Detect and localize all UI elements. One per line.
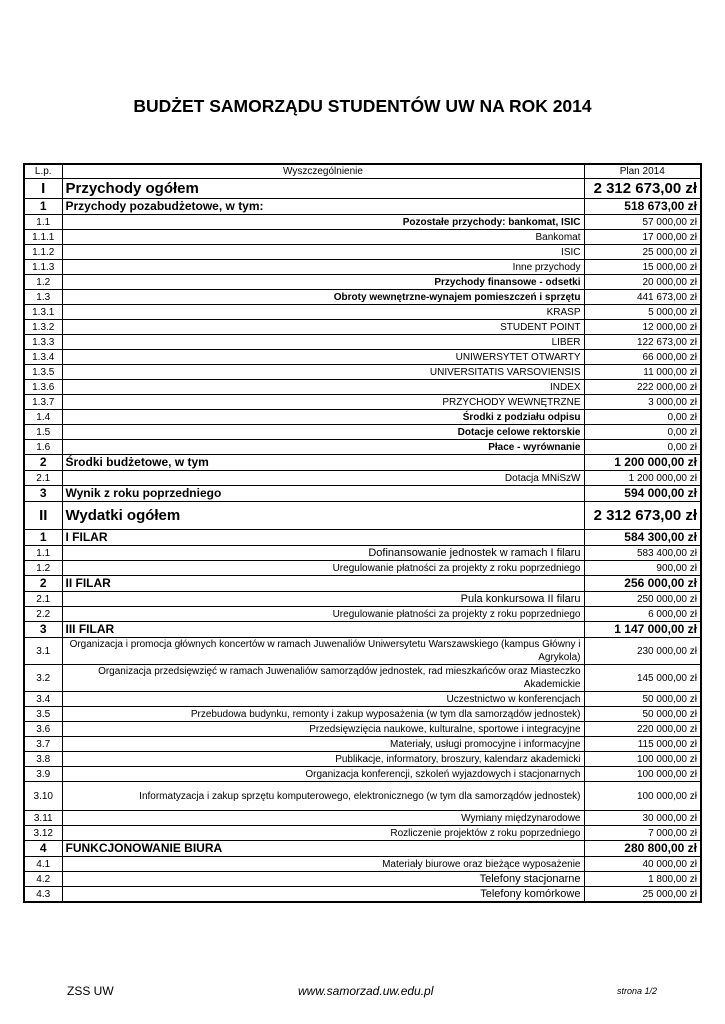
- footer-page-number: strona 1/2: [617, 986, 658, 996]
- table-row: [24, 410, 701, 425]
- table-row: [24, 767, 701, 782]
- row-plan-amount: 20 000,00 zł: [584, 275, 701, 290]
- row-plan-amount: 50 000,00 zł: [584, 707, 701, 722]
- row-lp: 1.3.4: [24, 350, 62, 365]
- row-description: III FILAR: [62, 622, 584, 638]
- table-row: [24, 275, 701, 290]
- row-plan-amount: 40 000,00 zł: [584, 857, 701, 872]
- row-plan-amount: 122 673,00 zł: [584, 335, 701, 350]
- row-description: II FILAR: [62, 576, 584, 592]
- row-description: Organizacja i promocja głównych koncertów w ramach Juwenaliów Uniwersytetu Warszawskiego (kampus Główny i Agrykola): [62, 638, 584, 665]
- row-plan-amount: 6 000,00 zł: [584, 607, 701, 622]
- table-row: [24, 622, 701, 638]
- row-lp: 3.4: [24, 692, 62, 707]
- row-description: STUDENT POINT: [62, 320, 584, 335]
- row-plan-amount: 50 000,00 zł: [584, 692, 701, 707]
- row-plan-amount: 7 000,00 zł: [584, 826, 701, 841]
- table-row: [24, 365, 701, 380]
- row-plan-amount: 0,00 zł: [584, 425, 701, 440]
- row-plan-amount: 1 800,00 zł: [584, 872, 701, 887]
- row-plan-amount: 518 673,00 zł: [584, 199, 701, 215]
- row-lp: 1.1.3: [24, 260, 62, 275]
- row-plan-amount: 57 000,00 zł: [584, 215, 701, 230]
- row-lp: 1.3.3: [24, 335, 62, 350]
- row-description: Publikacje, informatory, broszury, kalendarz akademicki: [62, 752, 584, 767]
- table-row: [24, 546, 701, 561]
- row-plan-amount: 66 000,00 zł: [584, 350, 701, 365]
- table-row: [24, 305, 701, 320]
- table-row: [24, 395, 701, 410]
- row-description: UNIWERSYTET OTWARTY: [62, 350, 584, 365]
- row-lp: 1: [24, 530, 62, 546]
- row-description: Przychody pozabudżetowe, w tym:: [62, 199, 584, 215]
- row-lp: 1.1.2: [24, 245, 62, 260]
- table-row: [24, 290, 701, 305]
- row-lp: 1.3.2: [24, 320, 62, 335]
- table-row: [24, 826, 701, 841]
- row-lp: 1.3: [24, 290, 62, 305]
- table-row: [24, 752, 701, 767]
- row-lp: 1.6: [24, 440, 62, 455]
- row-lp: 3.1: [24, 638, 62, 665]
- row-description: Płace - wyrównanie: [62, 440, 584, 455]
- row-description: KRASP: [62, 305, 584, 320]
- row-description: Uregulowanie płatności za projekty z roku poprzedniego: [62, 607, 584, 622]
- row-description: PRZYCHODY WEWNĘTRZNE: [62, 395, 584, 410]
- header-description: Wyszczególnienie: [62, 164, 584, 179]
- table-row: [24, 380, 701, 395]
- row-description: Bankomat: [62, 230, 584, 245]
- row-description: Przychody ogółem: [62, 179, 584, 199]
- row-plan-amount: 900,00 zł: [584, 561, 701, 576]
- table-row: [24, 215, 701, 230]
- row-lp: 2.1: [24, 471, 62, 486]
- table-row: [24, 638, 701, 665]
- table-row: [24, 576, 701, 592]
- table-row: [24, 872, 701, 887]
- row-description: Materiały, usługi promocyjne i informacyjne: [62, 737, 584, 752]
- row-plan-amount: 17 000,00 zł: [584, 230, 701, 245]
- table-row: [24, 440, 701, 455]
- header-lp: L.p.: [24, 164, 62, 179]
- row-description: INDEX: [62, 380, 584, 395]
- row-lp: 1.1.1: [24, 230, 62, 245]
- table-row: [24, 811, 701, 826]
- row-description: Przedsięwzięcia naukowe, kulturalne, sportowe i integracyjne: [62, 722, 584, 737]
- row-description: Wynik z roku poprzedniego: [62, 486, 584, 502]
- table-row: [24, 692, 701, 707]
- row-description: Dofinansowanie jednostek w ramach I filaru: [62, 546, 584, 561]
- row-plan-amount: 0,00 zł: [584, 410, 701, 425]
- row-lp: 3.5: [24, 707, 62, 722]
- row-description: Przychody finansowe - odsetki: [62, 275, 584, 290]
- row-lp: 1.3.7: [24, 395, 62, 410]
- row-plan-amount: 220 000,00 zł: [584, 722, 701, 737]
- table-row: [24, 665, 701, 692]
- row-plan-amount: 12 000,00 zł: [584, 320, 701, 335]
- row-plan-amount: 5 000,00 zł: [584, 305, 701, 320]
- table-row: [24, 320, 701, 335]
- row-description: Uregulowanie płatności za projekty z roku poprzedniego: [62, 561, 584, 576]
- row-plan-amount: 30 000,00 zł: [584, 811, 701, 826]
- row-lp: 1.2: [24, 275, 62, 290]
- row-plan-amount: 250 000,00 zł: [584, 592, 701, 607]
- row-lp: 1.2: [24, 561, 62, 576]
- table-row: [24, 722, 701, 737]
- table-row: [24, 607, 701, 622]
- row-description: Dotacja MNiSzW: [62, 471, 584, 486]
- row-plan-amount: 100 000,00 zł: [584, 782, 701, 811]
- table-row: [24, 350, 701, 365]
- table-row: [24, 530, 701, 546]
- budget-table-body: [24, 164, 701, 902]
- row-description: ISIC: [62, 245, 584, 260]
- row-plan-amount: 145 000,00 zł: [584, 665, 701, 692]
- table-row: [24, 335, 701, 350]
- table-row: [24, 179, 701, 199]
- table-row: [24, 425, 701, 440]
- row-lp: 1: [24, 199, 62, 215]
- budget-table: [23, 163, 702, 903]
- row-lp: 3.11: [24, 811, 62, 826]
- table-row: [24, 199, 701, 215]
- row-plan-amount: 2 312 673,00 zł: [584, 502, 701, 530]
- row-lp: 1.3.6: [24, 380, 62, 395]
- row-lp: 1.4: [24, 410, 62, 425]
- row-plan-amount: 25 000,00 zł: [584, 245, 701, 260]
- row-plan-amount: 584 300,00 zł: [584, 530, 701, 546]
- row-lp: 3: [24, 486, 62, 502]
- table-row: [24, 561, 701, 576]
- table-row: [24, 707, 701, 722]
- table-row: [24, 502, 701, 530]
- row-lp: 4.2: [24, 872, 62, 887]
- footer-website: www.samorzad.uw.edu.pl: [298, 984, 434, 998]
- row-lp: 3.7: [24, 737, 62, 752]
- row-plan-amount: 25 000,00 zł: [584, 887, 701, 903]
- row-plan-amount: 441 673,00 zł: [584, 290, 701, 305]
- document-title: BUDŻET SAMORZĄDU STUDENTÓW UW NA ROK 2014: [133, 96, 592, 116]
- table-row: [24, 230, 701, 245]
- row-description: Telefony komórkowe: [62, 887, 584, 903]
- row-description: Pula konkursowa II filaru: [62, 592, 584, 607]
- row-description: Środki budżetowe, w tym: [62, 455, 584, 471]
- table-row: [24, 455, 701, 471]
- row-description: Wymiany międzynarodowe: [62, 811, 584, 826]
- row-lp: 1.3.1: [24, 305, 62, 320]
- row-plan-amount: 0,00 zł: [584, 440, 701, 455]
- row-description: Telefony stacjonarne: [62, 872, 584, 887]
- table-row: [24, 471, 701, 486]
- header-plan: Plan 2014: [584, 164, 701, 179]
- row-lp: 2: [24, 455, 62, 471]
- row-plan-amount: 222 000,00 zł: [584, 380, 701, 395]
- table-row: [24, 486, 701, 502]
- row-description: Obroty wewnętrzne-wynajem pomieszczeń i sprzętu: [62, 290, 584, 305]
- row-lp: 1.3.5: [24, 365, 62, 380]
- table-row: [24, 887, 701, 903]
- table-row: [24, 245, 701, 260]
- row-description: Informatyzacja i zakup sprzętu komputerowego, elektronicznego (w tym dla samorządów jednostek): [62, 782, 584, 811]
- row-lp: 1.1: [24, 215, 62, 230]
- row-description: UNIVERSITATIS VARSOVIENSIS: [62, 365, 584, 380]
- row-plan-amount: 1 200 000,00 zł: [584, 455, 701, 471]
- row-description: Organizacja konferencji, szkoleń wyjazdowych i stacjonarnych: [62, 767, 584, 782]
- row-lp: 3.10: [24, 782, 62, 811]
- row-lp: 4: [24, 841, 62, 857]
- row-description: Organizacja przedsięwzięć w ramach Juwenaliów samorządów jednostek, rad mieszkańców oraz Miasteczko Akademickie: [62, 665, 584, 692]
- row-plan-amount: 594 000,00 zł: [584, 486, 701, 502]
- row-description: LIBER: [62, 335, 584, 350]
- row-description: Materiały biurowe oraz bieżące wyposażenie: [62, 857, 584, 872]
- row-lp: 3.8: [24, 752, 62, 767]
- row-lp: 2.1: [24, 592, 62, 607]
- row-lp: 3.2: [24, 665, 62, 692]
- row-plan-amount: 11 000,00 zł: [584, 365, 701, 380]
- row-lp: 3.6: [24, 722, 62, 737]
- row-lp: 1.5: [24, 425, 62, 440]
- row-lp: 1.1: [24, 546, 62, 561]
- row-plan-amount: 230 000,00 zł: [584, 638, 701, 665]
- row-plan-amount: 1 147 000,00 zł: [584, 622, 701, 638]
- row-plan-amount: 2 312 673,00 zł: [584, 179, 701, 199]
- row-lp: 3: [24, 622, 62, 638]
- row-description: Inne przychody: [62, 260, 584, 275]
- row-plan-amount: 3 000,00 zł: [584, 395, 701, 410]
- row-lp: I: [24, 179, 62, 199]
- row-description: FUNKCJONOWANIE BIURA: [62, 841, 584, 857]
- row-description: Wydatki ogółem: [62, 502, 584, 530]
- footer-organization: ZSS UW: [67, 984, 114, 998]
- row-plan-amount: 583 400,00 zł: [584, 546, 701, 561]
- row-lp: 4.1: [24, 857, 62, 872]
- table-row: [24, 260, 701, 275]
- row-plan-amount: 100 000,00 zł: [584, 767, 701, 782]
- row-description: Dotacje celowe rektorskie: [62, 425, 584, 440]
- row-plan-amount: 100 000,00 zł: [584, 752, 701, 767]
- row-description: I FILAR: [62, 530, 584, 546]
- row-plan-amount: 115 000,00 zł: [584, 737, 701, 752]
- table-header-row: [24, 164, 701, 179]
- row-plan-amount: 256 000,00 zł: [584, 576, 701, 592]
- row-description: Pozostałe przychody: bankomat, ISIC: [62, 215, 584, 230]
- row-lp: II: [24, 502, 62, 530]
- table-row: [24, 857, 701, 872]
- table-row: [24, 841, 701, 857]
- row-plan-amount: 1 200 000,00 zł: [584, 471, 701, 486]
- row-description: Uczestnictwo w konferencjach: [62, 692, 584, 707]
- row-lp: 4.3: [24, 887, 62, 903]
- table-row: [24, 737, 701, 752]
- row-description: Rozliczenie projektów z roku poprzedniego: [62, 826, 584, 841]
- row-description: Przebudowa budynku, remonty i zakup wyposażenia (w tym dla samorządów jednostek): [62, 707, 584, 722]
- row-plan-amount: 280 800,00 zł: [584, 841, 701, 857]
- row-description: Środki z podziału odpisu: [62, 410, 584, 425]
- row-lp: 3.9: [24, 767, 62, 782]
- table-row: [24, 782, 701, 811]
- row-plan-amount: 15 000,00 zł: [584, 260, 701, 275]
- row-lp: 2: [24, 576, 62, 592]
- row-lp: 2.2: [24, 607, 62, 622]
- row-lp: 3.12: [24, 826, 62, 841]
- table-row: [24, 592, 701, 607]
